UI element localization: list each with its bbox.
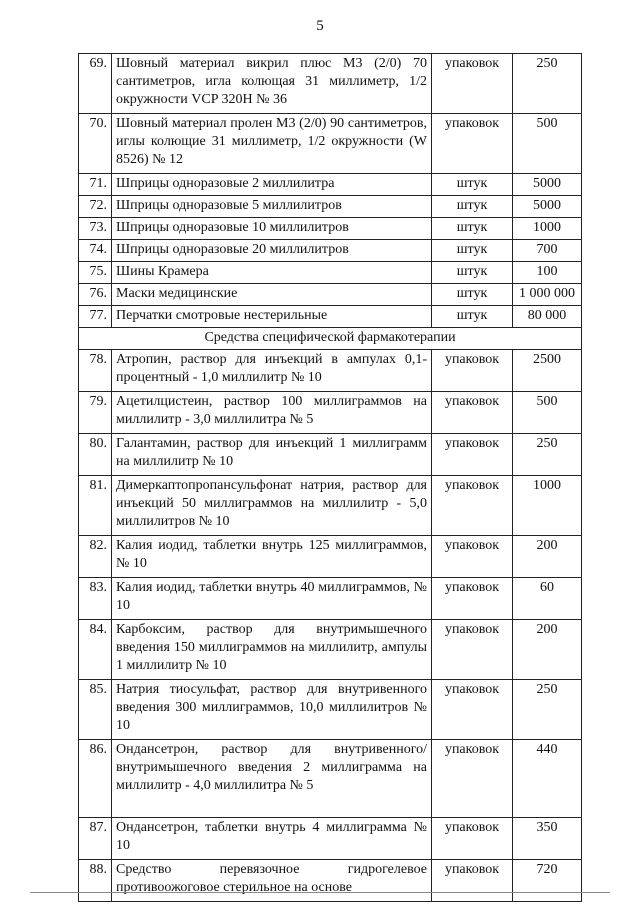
table-row [79,392,582,434]
item-name: Натрия тиосульфат, раствор для внутривенного введения 300 миллиграммов, 10,0 миллилитров № 10 [112,680,432,740]
item-unit: штук [432,174,513,196]
item-name: Шприцы одноразовые 10 миллилитров [112,218,432,240]
table-row [79,476,582,536]
row-number: 76. [79,284,112,306]
item-name: Ацетилцистеин, раствор 100 миллиграммов на миллилитр - 3,0 миллилитра № 5 [112,392,432,434]
table-row [79,740,582,818]
item-name: Шовный материал викрил плюс М3 (2/0) 70 сантиметров, игла колющая 31 миллиметр, 1/2 окружности VCP 320H № 36 [112,54,432,114]
row-number: 72. [79,196,112,218]
row-number: 70. [79,114,112,174]
item-name: Атропин, раствор для инъекций в ампулах 0,1-процентный - 1,0 миллилитр № 10 [112,350,432,392]
item-unit: упаковок [432,476,513,536]
row-number: 73. [79,218,112,240]
table-row [79,536,582,578]
item-unit: штук [432,284,513,306]
item-unit: штук [432,240,513,262]
item-quantity: 5000 [513,196,582,218]
item-unit: упаковок [432,620,513,680]
item-name: Шприцы одноразовые 20 миллилитров [112,240,432,262]
item-quantity: 720 [513,860,582,902]
row-number: 74. [79,240,112,262]
item-quantity: 2500 [513,350,582,392]
item-quantity: 500 [513,392,582,434]
item-quantity: 700 [513,240,582,262]
row-number: 80. [79,434,112,476]
table-row [79,218,582,240]
row-number: 78. [79,350,112,392]
table-row [79,240,582,262]
table-row [79,196,582,218]
row-number: 71. [79,174,112,196]
row-number: 82. [79,536,112,578]
table-row [79,620,582,680]
item-unit: упаковок [432,434,513,476]
table-row [79,434,582,476]
item-name: Карбоксим, раствор для внутримышечного введения 150 миллиграммов на миллилитр, ампулы 1 миллилитр № 10 [112,620,432,680]
item-unit: штук [432,262,513,284]
item-name: Шовный материал пролен М3 (2/0) 90 сантиметров, иглы колющие 31 миллиметр, 1/2 окружности (W 8526) № 12 [112,114,432,174]
item-unit: упаковок [432,54,513,114]
item-name: Маски медицинские [112,284,432,306]
item-unit: упаковок [432,392,513,434]
row-number: 85. [79,680,112,740]
section-title: Средства специфической фармакотерапии [79,328,582,350]
table-row [79,818,582,860]
item-unit: упаковок [432,740,513,818]
item-name: Димеркаптопропансульфонат натрия, раствор для инъекций 50 миллиграммов на миллилитр - 5,0 миллилитров № 10 [112,476,432,536]
row-number: 69. [79,54,112,114]
table-row [79,114,582,174]
item-unit: упаковок [432,536,513,578]
table-row [79,262,582,284]
item-name: Ондансетрон, раствор для внутривенного/внутримышечного введения 2 миллиграмма на миллилитр - 4,0 миллилитра № 5 [112,740,432,818]
page-number: 5 [316,18,324,34]
row-number: 88. [79,860,112,902]
table-row [79,680,582,740]
item-unit: упаковок [432,680,513,740]
item-unit: упаковок [432,860,513,902]
item-unit: штук [432,196,513,218]
item-quantity: 440 [513,740,582,818]
item-unit: штук [432,306,513,328]
item-name: Шприцы одноразовые 2 миллилитра [112,174,432,196]
table-row [79,350,582,392]
item-unit: упаковок [432,114,513,174]
row-number: 75. [79,262,112,284]
item-quantity: 1 000 000 [513,284,582,306]
item-quantity: 1000 [513,218,582,240]
item-unit: штук [432,218,513,240]
item-quantity: 100 [513,262,582,284]
item-unit: упаковок [432,350,513,392]
item-quantity: 350 [513,818,582,860]
row-number: 86. [79,740,112,818]
item-name: Калия иодид, таблетки внутрь 125 миллиграммов, № 10 [112,536,432,578]
item-name: Шприцы одноразовые 5 миллилитров [112,196,432,218]
item-quantity: 5000 [513,174,582,196]
row-number: 84. [79,620,112,680]
table-row [79,54,582,114]
item-unit: упаковок [432,578,513,620]
footer-divider [30,892,610,893]
item-name: Галантамин, раствор для инъекций 1 миллиграмм на миллилитр № 10 [112,434,432,476]
table-row [79,174,582,196]
row-number: 83. [79,578,112,620]
item-name: Средство перевязочное гидрогелевое противоожоговое стерильное на основе [112,860,432,902]
section-header-row [79,328,582,350]
table-row [79,306,582,328]
supply-table [78,53,582,902]
item-name: Калия иодид, таблетки внутрь 40 миллиграммов, № 10 [112,578,432,620]
item-quantity: 200 [513,620,582,680]
item-unit: упаковок [432,818,513,860]
row-number: 77. [79,306,112,328]
row-number: 81. [79,476,112,536]
table-row [79,284,582,306]
item-quantity: 200 [513,536,582,578]
item-quantity: 250 [513,54,582,114]
item-quantity: 250 [513,434,582,476]
item-quantity: 250 [513,680,582,740]
item-quantity: 60 [513,578,582,620]
item-quantity: 80 000 [513,306,582,328]
item-name: Шины Крамера [112,262,432,284]
row-number: 87. [79,818,112,860]
item-quantity: 1000 [513,476,582,536]
table-row [79,578,582,620]
item-quantity: 500 [513,114,582,174]
row-number: 79. [79,392,112,434]
item-name: Ондансетрон, таблетки внутрь 4 миллиграмма № 10 [112,818,432,860]
table-row [79,860,582,902]
item-name: Перчатки смотровые нестерильные [112,306,432,328]
